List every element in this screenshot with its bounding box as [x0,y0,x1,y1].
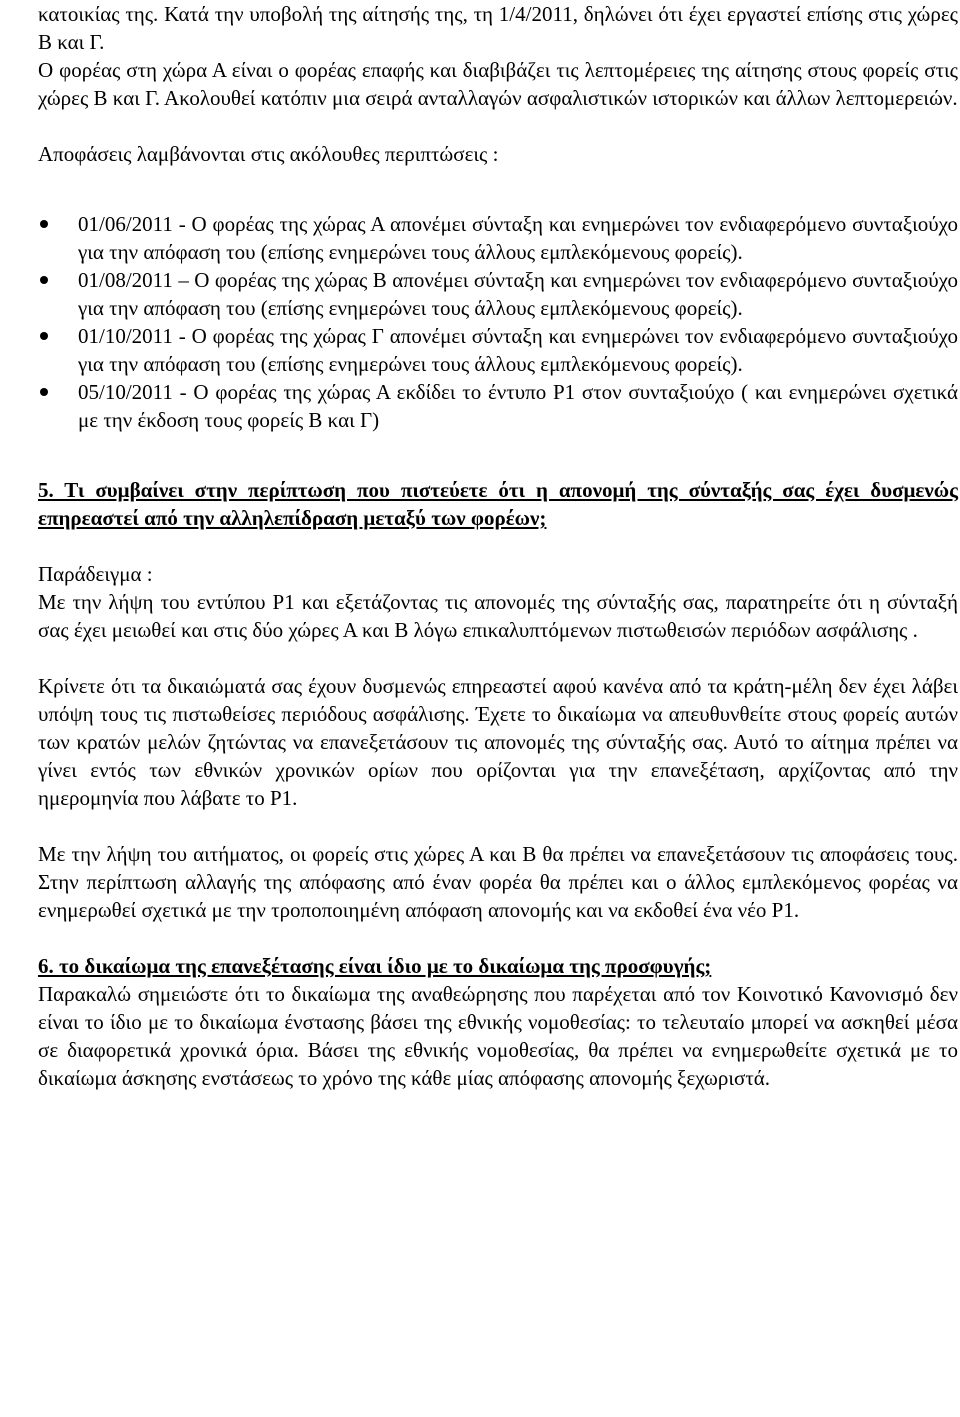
spacer [38,812,958,840]
spacer [38,112,958,140]
decision-text: 01/10/2011 - Ο φορέας της χώρας Γ απονέμει σύνταξη και ενημερώνει τον ενδιαφερόμενο συνταξιούχο για την απόφαση του (επίσης ενημερώνει τους άλλους εμπλεκόμενους φορείς). [78,324,958,376]
bullet-icon [40,276,48,284]
spacer [38,168,958,196]
intro-paragraph-1: κατοικίας της. Κατά την υποβολή της αίτησής της, τη 1/4/2011, δηλώνει ότι έχει εργαστεί επίσης στις χώρες Β και Γ. [38,2,958,54]
section-6-heading: 6. το δικαίωμα της επανεξέτασης είναι ίδιο με το δικαίωμα της προσφυγής; [38,954,712,978]
decisions-intro: Αποφάσεις λαμβάνονται στις ακόλουθες περιπτώσεις : [38,142,499,166]
list-item [78,210,958,266]
section-6-text: Παρακαλώ σημειώστε ότι το δικαίωμα της αναθεώρησης που παρέχεται από τον Κοινοτικό Κανονισμό δεν είναι το ίδιο με το δικαίωμα ένστασης βάσει της εθνικής νομοθεσίας: το τελευταίο μπορεί να ασκηθεί μέσα σε διαφορετικά χρονικά όρια. Βάσει της εθνικής νομοθεσίας, θα πρέπει να ενημερωθείτε σχετικά με το δικαίωμα άσκησης ενστάσεως το χρόνο της κάθε μίας απόφασης απονομής ξεχωριστά. [38,982,958,1090]
intro-paragraph-2: Ο φορέας στη χώρα Α είναι ο φορέας επαφής και διαβιβάζει τις λεπτομέρειες της αίτησης στους φορείς στις χώρες Β και Γ. Ακολουθεί κατόπιν μια σειρά ανταλλαγών ασφαλιστικών ιστορικών και άλλων λεπτομερειών. [38,58,958,110]
bullet-icon [40,220,48,228]
section-5-paragraph-2: Με την λήψη του αιτήματος, οι φορείς στις χώρες Α και Β θα πρέπει να επανεξετάσουν τις αποφάσεις τους. Στην περίπτωση αλλαγής της απόφασης από έναν φορέα θα πρέπει και ο άλλος εμπλεκόμενος φορέας να ενημερωθεί σχετικά με την τροποποιημένη απόφαση απονομής και να εκδοθεί ένα νέο Ρ1. [38,842,958,922]
list-item [78,322,958,378]
example-text: Με την λήψη του εντύπου Ρ1 και εξετάζοντας τις απονομές της σύνταξής σας, παρατηρείτε ότι η σύνταξή σας έχει μειωθεί και στις δύο χώρες Α και Β λόγω επικαλυπτόμενων πιστωθεισών περιόδων ασφάλισης . [38,590,958,642]
bullet-icon [40,332,48,340]
section-5-paragraph-1: Κρίνετε ότι τα δικαιώματά σας έχουν δυσμενώς επηρεαστεί αφού κανένα από τα κράτη-μέλη δεν έχει λάβει υπόψη τους τις πιστωθείσες περιόδους ασφάλισης. Έχετε το δικαίωμα να απευθυνθείτε στους φορείς αυτών των κρατών μελών ζητώντας να επανεξετάσουν τις απονομές της σύνταξής σας. Αυτό το αίτημα πρέπει να γίνει εντός των εθνικών χρονικών ορίων που ορίζονται για την επανεξέταση, αρχίζοντας από την ημερομηνία που λάβατε το Ρ1. [38,674,958,810]
list-item [78,378,958,434]
spacer [38,644,958,672]
decisions-list [38,210,958,434]
spacer [38,434,958,476]
section-5-heading: 5. Τι συμβαίνει στην περίπτωση που πιστεύετε ότι η απονομή της σύνταξής σας έχει δυσμενώς επηρεαστεί από την αλληλεπίδραση μεταξύ των φορέων; [38,478,958,530]
bullet-icon [40,388,48,396]
spacer [38,532,958,560]
example-label: Παράδειγμα : [38,562,153,586]
spacer [38,924,958,952]
decision-text: 01/08/2011 – Ο φορέας της χώρας Β απονέμει σύνταξη και ενημερώνει τον ενδιαφερόμενο συνταξιούχο για την απόφαση του (επίσης ενημερώνει τους άλλους εμπλεκόμενους φορείς). [78,268,958,320]
list-item [78,266,958,322]
decision-text: 01/06/2011 - Ο φορέας της χώρας Α απονέμει σύνταξη και ενημερώνει τον ενδιαφερόμενο συνταξιούχο για την απόφαση του (επίσης ενημερώνει τους άλλους εμπλεκόμενους φορείς). [78,212,958,264]
decision-text: 05/10/2011 - Ο φορέας της χώρας Α εκδίδει το έντυπο Ρ1 στον συνταξιούχο ( και ενημερώνει σχετικά με την έκδοση τους φορείς Β και Γ) [78,380,958,432]
